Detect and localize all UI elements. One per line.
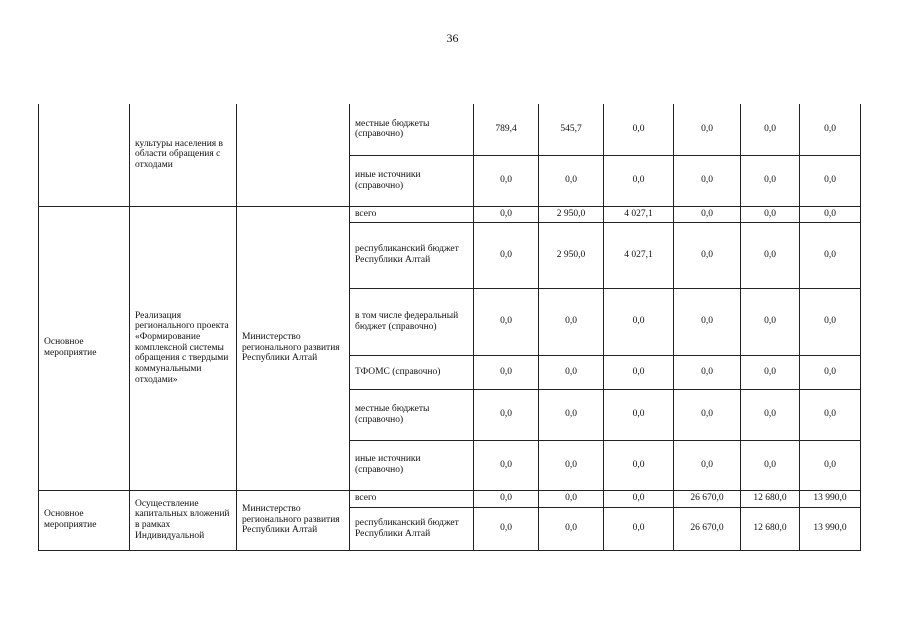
value-cell: 0,0	[604, 389, 674, 440]
funding-source-cell: всего	[350, 206, 474, 222]
value-cell: 13 990,0	[800, 490, 861, 507]
value-cell: 0,0	[604, 490, 674, 507]
event-name-cell: культуры населения в области обращения с отходами	[130, 104, 237, 206]
value-cell: 0,0	[674, 389, 741, 440]
value-cell: 0,0	[539, 389, 604, 440]
value-cell: 0,0	[674, 104, 741, 155]
value-cell: 545,7	[539, 104, 604, 155]
funding-source-cell: ТФОМС (справочно)	[350, 355, 474, 389]
funding-source-cell: местные бюджеты (справочно)	[350, 104, 474, 155]
value-cell: 0,0	[741, 222, 800, 288]
executor-cell: Министерство регионального развития Республики Алтай	[237, 490, 350, 550]
value-cell: 789,4	[474, 104, 539, 155]
funding-source-cell: республиканский бюджет Республики Алтай	[350, 222, 474, 288]
value-cell: 0,0	[800, 155, 861, 206]
value-cell: 4 027,1	[604, 206, 674, 222]
value-cell: 0,0	[800, 440, 861, 490]
value-cell: 0,0	[474, 288, 539, 355]
value-cell: 0,0	[741, 155, 800, 206]
event-name-cell: Реализация регионального проекта «Формирование комплексной системы обращения с твердыми коммунальными отходами»	[130, 206, 237, 490]
value-cell: 0,0	[539, 440, 604, 490]
value-cell: 0,0	[674, 155, 741, 206]
value-cell: 0,0	[474, 507, 539, 550]
event-name-cell: Осуществление капитальных вложений в рамках Индивидуальной	[130, 490, 237, 550]
value-cell: 0,0	[604, 288, 674, 355]
value-cell: 0,0	[674, 206, 741, 222]
funding-source-cell: в том числе федеральный бюджет (справочно)	[350, 288, 474, 355]
value-cell: 0,0	[539, 490, 604, 507]
value-cell: 0,0	[474, 389, 539, 440]
value-cell: 0,0	[674, 440, 741, 490]
value-cell: 0,0	[474, 206, 539, 222]
value-cell: 12 680,0	[741, 507, 800, 550]
page-number: 36	[446, 31, 459, 45]
table-row	[39, 104, 861, 155]
value-cell: 0,0	[474, 222, 539, 288]
value-cell: 0,0	[539, 507, 604, 550]
value-cell: 0,0	[474, 355, 539, 389]
value-cell: 0,0	[741, 288, 800, 355]
row-type-cell: Основное мероприятие	[39, 490, 130, 550]
value-cell: 13 990,0	[800, 507, 861, 550]
executor-cell: Министерство регионального развития Республики Алтай	[237, 206, 350, 490]
value-cell: 0,0	[539, 355, 604, 389]
value-cell: 12 680,0	[741, 490, 800, 507]
value-cell: 0,0	[800, 206, 861, 222]
value-cell: 0,0	[604, 155, 674, 206]
value-cell: 2 950,0	[539, 222, 604, 288]
value-cell: 0,0	[474, 440, 539, 490]
value-cell: 0,0	[741, 389, 800, 440]
value-cell: 0,0	[741, 104, 800, 155]
value-cell: 0,0	[604, 507, 674, 550]
funding-source-cell: всего	[350, 490, 474, 507]
funding-source-cell: республиканский бюджет Республики Алтай	[350, 507, 474, 550]
value-cell: 0,0	[674, 355, 741, 389]
funding-source-cell: местные бюджеты (справочно)	[350, 389, 474, 440]
value-cell: 0,0	[674, 288, 741, 355]
value-cell: 2 950,0	[539, 206, 604, 222]
value-cell: 0,0	[741, 355, 800, 389]
value-cell: 0,0	[800, 288, 861, 355]
table-row	[39, 490, 861, 507]
value-cell: 0,0	[800, 389, 861, 440]
value-cell: 4 027,1	[604, 222, 674, 288]
row-type-cell: Основное мероприятие	[39, 206, 130, 490]
value-cell: 0,0	[604, 355, 674, 389]
value-cell: 0,0	[474, 155, 539, 206]
value-cell: 0,0	[741, 206, 800, 222]
funding-source-cell: иные источники (справочно)	[350, 155, 474, 206]
executor-cell	[237, 104, 350, 206]
row-type-cell	[39, 104, 130, 206]
value-cell: 0,0	[741, 440, 800, 490]
value-cell: 0,0	[800, 222, 861, 288]
value-cell: 26 670,0	[674, 490, 741, 507]
value-cell: 26 670,0	[674, 507, 741, 550]
value-cell: 0,0	[674, 222, 741, 288]
value-cell: 0,0	[604, 104, 674, 155]
value-cell: 0,0	[604, 440, 674, 490]
table-row	[39, 206, 861, 222]
value-cell: 0,0	[800, 104, 861, 155]
value-cell: 0,0	[800, 355, 861, 389]
funding-source-cell: иные источники (справочно)	[350, 440, 474, 490]
value-cell: 0,0	[539, 288, 604, 355]
value-cell: 0,0	[474, 490, 539, 507]
value-cell: 0,0	[539, 155, 604, 206]
budget-table	[38, 104, 861, 551]
